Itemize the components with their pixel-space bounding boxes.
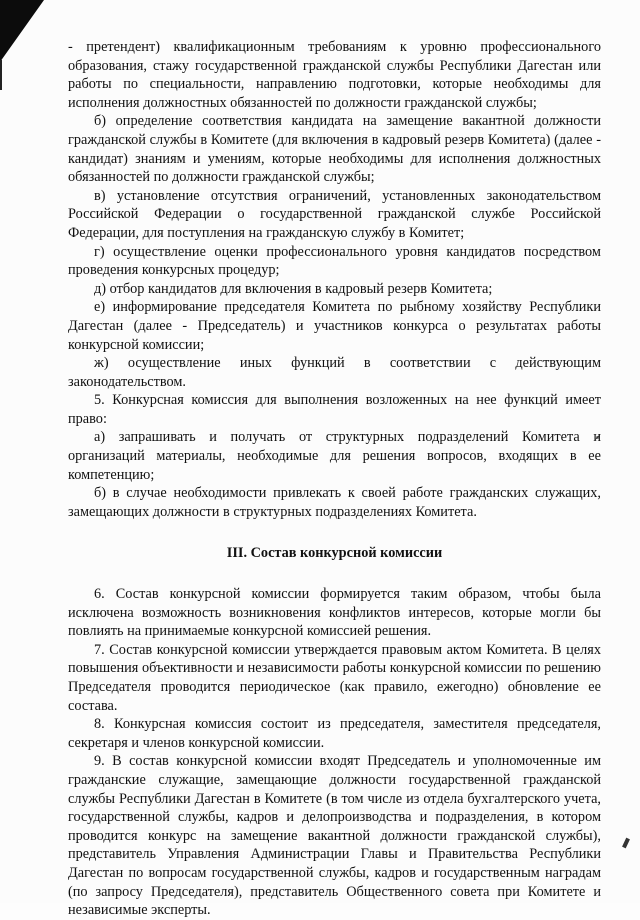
document-body (68, 38, 601, 920)
paragraph-clause-5: 5. Конкурсная комиссия для выполнения возложенных на нее функций имеет право: (68, 392, 601, 427)
paragraph-item-b2: б) в случае необходимости привлекать к своей работе гражданских служащих, замещающих должности в структурных подразделениях Комитета. (68, 485, 601, 520)
paragraph-clause-9: 9. В состав конкурсной комиссии входят Председатель и уполномоченные им гражданские служащие, замещающие должности государственной гражданской службы Республики Дагестан в Комитете (в том числе из отдела бухгалтерского учета, государственной службы, кадров и делопроизводства и подразделения, в котором проводится конкурс на замещение вакантной должности гражданской службы), представитель Управления Администрации Главы и Правительства Республики Дагестан по вопросам государственной службы, кадров и государственным наградам (по запросу Председателя), представитель Общественного совета при Комитете и независимые эксперты. (68, 753, 601, 919)
paragraph-continuation: - претендент) квалификационным требованиям к уровню профессионального образования, стажу государственной гражданской службы Республики Дагестан или работы по специальности, направлению подготовки, которые необходимы для исполнения должностных обязанностей по должности гражданской службы; (68, 39, 601, 111)
scan-shadow-corner (0, 0, 44, 62)
paragraph-item-g: г) осуществление оценки профессионального уровня кандидатов посредством проведения конкурсных процедур; (68, 243, 601, 279)
paragraph-item-e: е) информирование председателя Комитета по рыбному хозяйству Республики Дагестан (далее - Председатель) и участников конкурса о результатах работы конкурсной комиссии; (68, 299, 601, 353)
paragraph-item-a: а) запрашивать и получать от структурных подразделений Комитета и организаций материалы, необходимые для решения вопросов, входящих в ее компетенцию; (68, 429, 601, 483)
paragraph-clause-6: 6. Состав конкурсной комиссии формируется таким образом, чтобы была исключена возможность возникновения конфликтов интересов, которые могли бы повлиять на принимаемые конкурсной комиссией решения. (68, 586, 601, 640)
paragraph-item-d: д) отбор кандидатов для включения в кадровый резерв Комитета; (94, 280, 493, 297)
paragraph-item-b: б) определение соответствия кандидата на замещение вакантной должности гражданской службы в Комитете (для включения в кадровый резерв Комитета) (далее - кандидат) знаниям и умениям, которые необходимы для исполнения должностных обязанностей по должности гражданской службы; (68, 113, 601, 186)
paragraph-item-v: в) установление отсутствия ограничений, установленных законодательством Российской Федерации о государственной гражданской службе Российской Федерации, для поступления на гражданскую службу в Комитет; (68, 187, 601, 241)
scan-edge-mark (622, 838, 630, 849)
paragraph-item-zh: ж) осуществление иных функций в соответствии с действующим законодательством. (68, 355, 601, 390)
scan-edge-mark (0, 60, 2, 90)
section-heading: III. Состав конкурсной комиссии (226, 545, 443, 562)
paragraph-clause-8: 8. Конкурсная комиссия состоит из председателя, заместителя председателя, секретаря и членов конкурсной комиссии. (68, 716, 601, 751)
paragraph-clause-7: 7. Состав конкурсной комиссии утверждается правовым актом Комитета. В целях повышения объективности и независимости работы конкурсной комиссии по решению Председателя проводится периодическое (как правило, ежегодно) обновление ее состава. (68, 641, 601, 714)
